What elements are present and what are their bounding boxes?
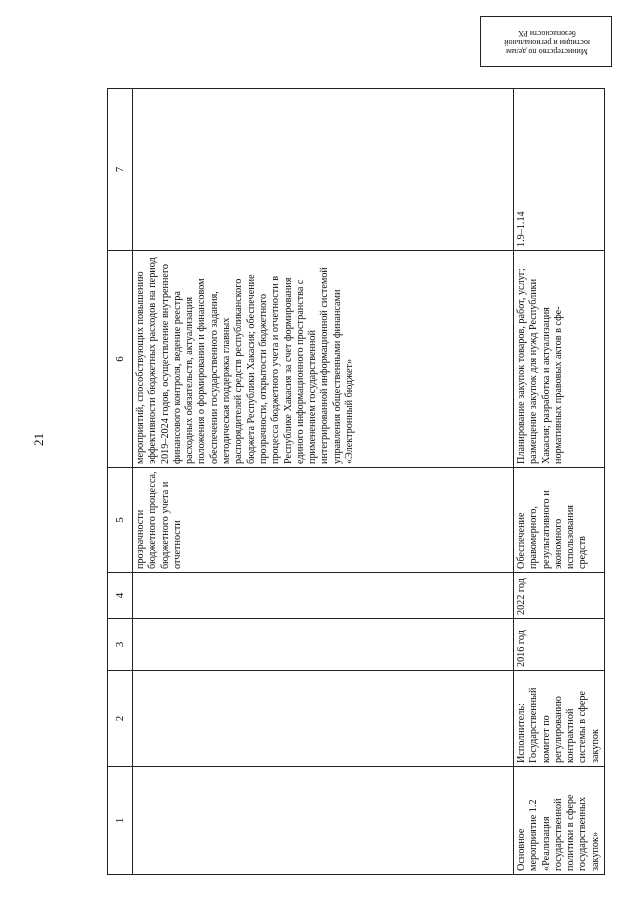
expected-result-cell: прозрачности бюджетного процесса, бюджетного учета и отчетности [133,468,514,573]
program-table-container [107,89,601,875]
column-header: 4 [108,573,133,619]
expected-result-cell: Обеспечение правомерного, результативного и экономного использования средств [514,468,605,573]
stamp-line: Министерство по делам [506,47,588,57]
column-header: 3 [108,619,133,671]
column-header: 7 [108,89,133,251]
registration-stamp [480,16,612,67]
measure-name-cell: Основное мероприятие 1.2 «Реализация государственной политики в сфере государственных закупок» [514,767,605,875]
executor-cell [133,671,514,767]
executor-cell: Исполнитель: Государственный комитет по регулированию контрактной системы в сфере закупок [514,671,605,767]
indicator-ref: 1.9–1.14 [516,211,527,247]
stamp-line: безопасности РХ [518,28,576,38]
end-year-cell [133,573,514,619]
end-year-cell: 2022 год [514,573,605,619]
activities-cell: мероприятий, способствующих повышению эффективности бюджетных расходов на период 2019–2024 годов, осуществление внутреннего финансового контроля, ведение реестра расходных обязательств, актуализация положения о формировании и финансовом обеспечении государственного задания, методическая поддержка главных распорядителей средств республиканского бюджета Республики Хакасия; обеспечение прозрачности, открытости бюджетного процесса бюджетного учета и отчетности в Республике Хакасия за счет формирования единого информационного пространства с применением государственной интегрированной информационной системой управления общественными финансами «Электронный бюджет» [133,251,514,468]
column-header: 2 [108,671,133,767]
page-number: 21 [31,433,46,446]
column-header: 6 [108,251,133,468]
start-year-cell: 2016 год [514,619,605,671]
column-header: 1 [108,767,133,875]
indicators-cell [514,89,605,251]
table-row [133,89,514,875]
stamp-line: юстиции и региональной [504,38,590,48]
table-row [514,89,605,875]
activities-cell: Планирование закупок товаров, работ, услуг; размещение закупок для нужд Республики Хакасия; разработка и актуализация нормативных правовых актов в сфе- [514,251,605,468]
start-year-cell [133,619,514,671]
measure-name-cell [133,767,514,875]
indicators-cell [133,89,514,251]
program-measures-table [107,88,605,875]
header-row [108,89,133,875]
column-header: 5 [108,468,133,573]
